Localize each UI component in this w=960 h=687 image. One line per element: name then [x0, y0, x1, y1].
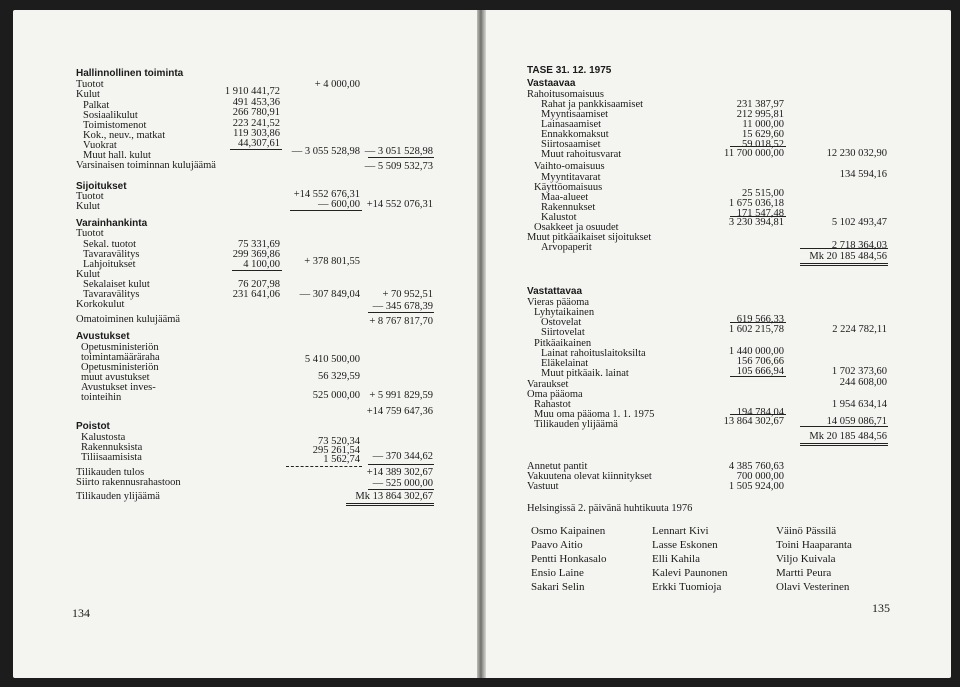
row-label: Lainasaamiset — [541, 119, 602, 130]
section-heading: Varainhankinta — [76, 218, 148, 229]
row-label: Sekalaiset kulut — [83, 279, 150, 290]
row-label: Varaukset — [527, 379, 569, 390]
sum-rule — [730, 146, 786, 147]
amount: 1 505 924,00 — [728, 481, 784, 492]
amount: 5 102 493,47 — [831, 217, 887, 228]
amount: +14 759 647,36 — [366, 406, 433, 417]
amount: 231 641,06 — [232, 289, 280, 300]
amount: 105 666,94 — [736, 366, 784, 377]
amount: +14 552 676,31 — [293, 189, 360, 200]
row-label: Kulut — [76, 89, 100, 100]
sum-rule — [800, 248, 888, 249]
row-label: Vaihto-omaisuus — [534, 161, 605, 172]
row-label: Palkat — [83, 100, 110, 111]
section-heading: Vastattavaa — [527, 286, 583, 297]
sum-rule — [730, 216, 786, 217]
amount: 1 910 441,72 — [224, 86, 280, 97]
amount: 56 329,59 — [318, 371, 360, 382]
row-label: toimintamääräraha — [81, 352, 160, 363]
sum-rule — [290, 210, 362, 211]
amount: +14 389 302,67 — [366, 467, 433, 478]
row-label: Muut rahoitusvarat — [541, 149, 622, 160]
balance-total: Mk 20 185 484,56 — [809, 251, 887, 262]
row-label: Muut hall. kulut — [83, 150, 151, 161]
amount: — 600,00 — [318, 199, 360, 210]
section-heading: Poistot — [76, 421, 110, 432]
left-heading: Hallinnollinen toiminta — [76, 68, 184, 79]
row-label: Opetusministeriön — [81, 342, 159, 353]
amount: 156 706,66 — [736, 356, 784, 367]
row-label: Annetut pantit — [527, 461, 588, 472]
grand-total: Mk 13 864 302,67 — [355, 491, 433, 502]
row-label: Toimistomenot — [83, 120, 147, 131]
amount: 619 566,33 — [736, 314, 784, 325]
signature-name: Lasse Eskonen — [652, 539, 718, 551]
amount: 25 515,00 — [742, 188, 784, 199]
amount: + 70 952,51 — [382, 289, 433, 300]
row-label: Varsinaisen toiminnan kulujäämä — [76, 160, 216, 171]
signature-name: Elli Kahila — [652, 553, 700, 565]
row-label: Tilikauden ylijäämä — [534, 419, 618, 430]
amount: 700 000,00 — [736, 471, 784, 482]
amount: — 345 678,39 — [372, 301, 433, 312]
sum-rule — [368, 464, 434, 465]
row-label: Myyntisaamiset — [541, 109, 609, 120]
amount: 299 369,86 — [232, 249, 280, 260]
total-rule — [346, 503, 434, 504]
section-heading: Vastaavaa — [527, 78, 576, 89]
row-label: Lyhytaikainen — [534, 307, 595, 318]
row-label: Kulut — [76, 269, 100, 280]
row-label: Muu oma pääoma 1. 1. 1975 — [534, 409, 655, 420]
row-label: Vieras pääoma — [527, 297, 590, 308]
amount: 2 224 782,11 — [832, 324, 887, 335]
amount: 44,307,61 — [238, 138, 280, 149]
sum-rule — [368, 157, 434, 158]
amount: 76 207,98 — [238, 279, 280, 290]
amount: + 378 801,55 — [304, 256, 360, 267]
sum-rule — [230, 149, 282, 150]
row-label: Siirto rakennusrahastoon — [76, 477, 181, 488]
row-label: Tuotot — [76, 191, 104, 202]
row-label: Rakennuksista — [81, 442, 143, 453]
row-label: Arvopaperit — [541, 242, 592, 253]
amount: 1 440 000,00 — [728, 346, 784, 357]
row-label: Muut pitkäaikaiset sijoitukset — [527, 232, 652, 243]
amount: + 4 000,00 — [314, 79, 360, 90]
amount: — 370 344,62 — [372, 451, 433, 462]
row-label: Kulut — [76, 201, 100, 212]
signature-name: Pentti Honkasalo — [531, 553, 607, 565]
amount: 14 059 086,71 — [826, 416, 887, 427]
row-label: Omatoiminen kulujäämä — [76, 314, 181, 325]
amount: + 8 767 817,70 — [369, 316, 433, 327]
amount: 75 331,69 — [238, 239, 280, 250]
row-label: Sekal. tuotot — [83, 239, 137, 250]
row-label: Lainat rahoituslaitoksilta — [541, 348, 646, 359]
balance-total: Mk 20 185 484,56 — [809, 431, 887, 442]
row-label: Opetusministeriön — [81, 362, 159, 373]
amount: 525 000,00 — [312, 390, 360, 401]
row-label: Rahoitusomaisuus — [527, 89, 605, 100]
amount: +14 552 076,31 — [366, 199, 433, 210]
row-label: Avustukset inves- — [81, 382, 156, 393]
row-label: Siirtovelat — [541, 327, 585, 338]
amount: — 307 849,04 — [299, 289, 360, 300]
amount: 119 303,86 — [233, 128, 280, 139]
total-rule — [346, 505, 434, 506]
amount: 1 954 634,14 — [831, 399, 887, 410]
amount: 73 520,34 — [318, 436, 360, 447]
amount: 295 261,54 — [312, 445, 360, 456]
amount: 2 718 364,03 — [831, 240, 887, 251]
amount: 4 100,00 — [243, 259, 280, 270]
amount: 194 784,04 — [736, 407, 784, 418]
row-label: Ennakkomaksut — [541, 129, 609, 140]
amount: 5 410 500,00 — [304, 354, 360, 365]
amount: 491 453,36 — [232, 97, 280, 108]
section-heading: Avustukset — [76, 331, 130, 342]
row-label: Rahastot — [534, 399, 571, 410]
amount: 1 702 373,60 — [831, 366, 887, 377]
amount: 171 547,48 — [736, 208, 784, 219]
row-label: Vastuut — [527, 481, 559, 492]
row-label: Vakuutena olevat kiinnitykset — [527, 471, 652, 482]
sum-rule — [286, 466, 362, 467]
amount: 11 000,00 — [742, 119, 784, 130]
amount: 231 387,97 — [736, 99, 784, 110]
row-label: Tavaravälitys — [83, 289, 140, 300]
amount: 223 241,52 — [232, 118, 280, 129]
row-label: Siirtosaamiset — [541, 139, 601, 150]
total-rule — [800, 445, 888, 446]
amount: — 3 051 528,98 — [364, 146, 433, 157]
row-label: tointeihin — [81, 392, 122, 403]
row-label: Kok., neuv., matkat — [83, 130, 166, 141]
page-number: 135 — [872, 601, 890, 615]
amount: + 5 991 829,59 — [369, 390, 433, 401]
amount: 244 608,00 — [839, 377, 887, 388]
row-label: Rahat ja pankkisaamiset — [541, 99, 644, 110]
sum-rule — [730, 414, 786, 415]
row-label: Vuokrat — [83, 140, 117, 151]
amount: 13 864 302,67 — [723, 416, 784, 427]
row-label: Tavaravälitys — [83, 249, 140, 260]
signature-name: Paavo Aitio — [531, 539, 583, 551]
signature-name: Lennart Kivi — [652, 525, 709, 537]
amount: 1 602 215,78 — [728, 324, 784, 335]
row-label: Sosiaalikulut — [83, 110, 138, 121]
row-label: Tuotot — [76, 228, 104, 239]
amount: 59 018,52 — [742, 139, 784, 150]
book-gutter — [477, 10, 486, 678]
signature-name: Erkki Tuomioja — [652, 581, 722, 593]
signature-name: Viljo Kuivala — [776, 553, 836, 565]
amount: 1 562,74 — [323, 454, 360, 465]
signature-name: Väinö Pässilä — [776, 525, 837, 537]
sum-rule — [800, 426, 888, 427]
sum-rule — [730, 376, 786, 377]
total-rule — [800, 265, 888, 266]
row-label: Muut pitkäaik. lainat — [541, 368, 629, 379]
right-heading: TASE 31. 12. 1975 — [527, 65, 612, 76]
row-label: Maa-alueet — [541, 192, 589, 203]
signature-name: Sakari Selin — [531, 581, 585, 593]
amount: 11 700 000,00 — [724, 148, 784, 159]
sum-rule — [368, 312, 434, 313]
row-label: Tilikauden ylijäämä — [76, 491, 160, 502]
row-label: Osakkeet ja osuudet — [534, 222, 619, 233]
row-label: Eläkelainat — [541, 358, 589, 369]
amount: 3 230 394,81 — [728, 217, 784, 228]
row-label: Ostovelat — [541, 317, 582, 328]
signature-name: Martti Peura — [776, 567, 832, 579]
signature-name: Ensio Laine — [531, 567, 584, 579]
amount: — 5 509 532,73 — [364, 161, 433, 172]
row-label: Kalustot — [541, 212, 577, 223]
section-heading: Sijoitukset — [76, 181, 127, 192]
row-label: Pitkäaikainen — [534, 338, 592, 349]
row-label: Kalustosta — [81, 432, 126, 443]
amount: 1 675 036,18 — [728, 198, 784, 209]
page-number: 134 — [72, 606, 90, 620]
sum-rule — [730, 322, 786, 323]
amount: 15 629,60 — [742, 129, 784, 140]
amount: 266 780,91 — [232, 107, 280, 118]
amount: 12 230 032,90 — [826, 148, 887, 159]
amount: 134 594,16 — [839, 169, 887, 180]
row-label: Lahjoitukset — [83, 259, 136, 270]
signature-name: Toini Haaparanta — [776, 539, 852, 551]
sum-rule — [232, 270, 282, 271]
amount: — 3 055 528,98 — [291, 146, 360, 157]
row-label: muut avustukset — [81, 372, 150, 383]
amount: 212 995,81 — [736, 109, 784, 120]
total-rule — [800, 263, 888, 264]
signature-name: Kalevi Paunonen — [652, 567, 728, 579]
signature-name: Olavi Vesterinen — [776, 581, 850, 593]
row-label: Oma pääoma — [527, 389, 583, 400]
amount: 4 385 760,63 — [728, 461, 784, 472]
row-label: Tilikauden tulos — [76, 467, 145, 478]
row-label: Tiliisaamisista — [81, 452, 142, 463]
sum-rule — [368, 489, 434, 490]
place-date: Helsingissä 2. päivänä huhtikuuta 1976 — [527, 503, 693, 514]
row-label: Rakennukset — [541, 202, 596, 213]
row-label: Tuotot — [76, 79, 104, 90]
row-label: Korkokulut — [76, 299, 125, 310]
row-label: Myyntitavarat — [541, 172, 601, 183]
signature-name: Osmo Kaipainen — [531, 525, 606, 537]
row-label: Käyttöomaisuus — [534, 182, 603, 193]
total-rule — [800, 443, 888, 444]
amount: — 525 000,00 — [372, 478, 433, 489]
